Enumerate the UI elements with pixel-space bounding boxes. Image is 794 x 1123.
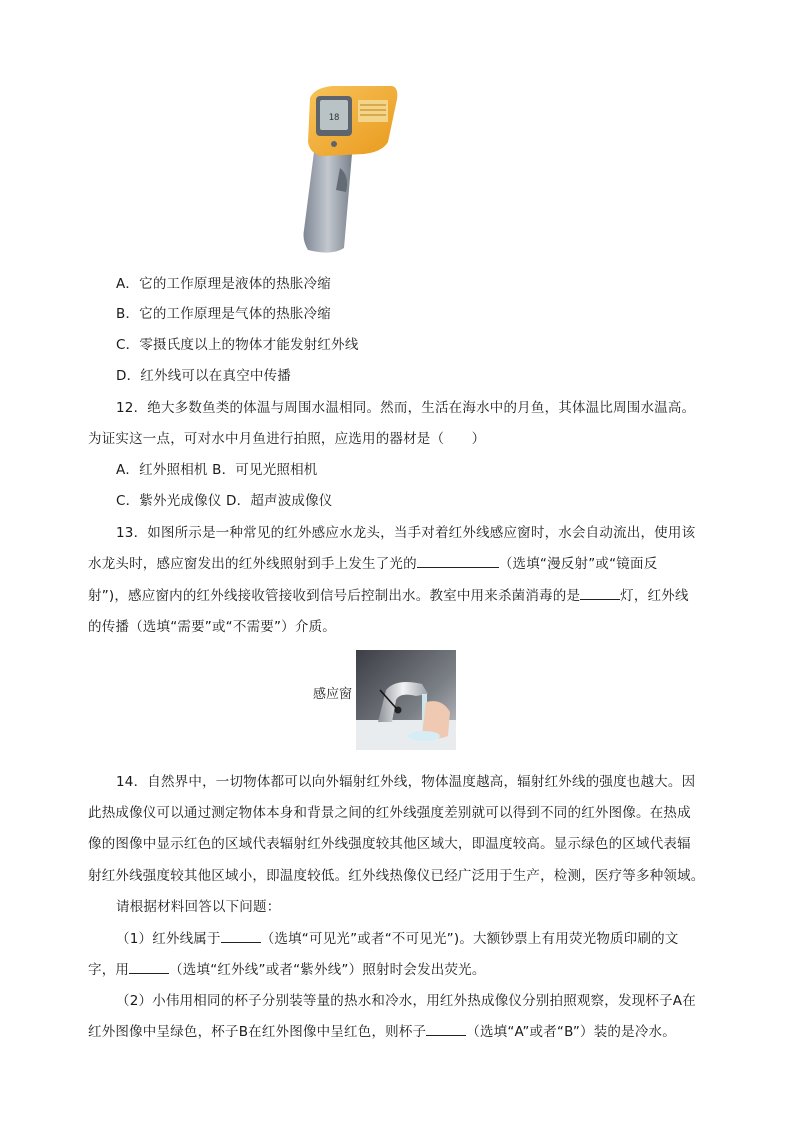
question-12-options-row1: A．红外照相机 B．可见光照相机 xyxy=(116,462,318,478)
question-13-line3 xyxy=(88,584,689,604)
question-14-line1: 14．自然界中，一切物体都可以向外辐射红外线，物体温度越高，辐射红外线的强度也越大。因 xyxy=(116,774,696,790)
part2-line2-text-b: （选填“A”或者“B”）装的是冷水。 xyxy=(466,1024,676,1040)
question-13-line3-text-b: 灯，红外线 xyxy=(620,588,689,604)
question-14-line4: 射红外线强度较其他区域小，即温度较低。红外线热像仪已经广泛用于生产，检测，医疗等多种领域。 xyxy=(88,868,705,884)
infrared-thermometer-figure xyxy=(292,80,402,255)
answer-blank-ray-type[interactable] xyxy=(129,959,169,974)
part1-text-a: （1）红外线属于 xyxy=(116,931,221,947)
answer-blank-lamp[interactable] xyxy=(580,585,620,600)
infrared-thermometer-icon xyxy=(292,80,402,255)
option-c: C．零摄氏度以上的物体才能发射红外线 xyxy=(116,337,359,353)
option-a: A．它的工作原理是液体的热胀冷缩 xyxy=(116,276,331,292)
svg-text:18: 18 xyxy=(328,113,340,123)
question-14-line3: 像的图像中显示红色的区域代表辐射红外线强度较其他区域大，即温度较高。显示绿色的区域代表辐 xyxy=(88,836,691,852)
question-13-line4: 的传播（选填“需要”或“不需要”）介质。 xyxy=(88,619,336,635)
faucet-figure xyxy=(356,650,456,750)
question-13-line2 xyxy=(88,552,657,572)
question-12-line1: 12．绝大多数鱼类的体温与周围水温相同。然而，生活在海水中的月鱼，其体温比周围水温高。 xyxy=(116,400,696,416)
sensor-window-label: 感应窗 xyxy=(313,687,353,702)
part1-text-b: （选填“可见光”或者“不可见光”)。大额钞票上有用荧光物质印刷的文 xyxy=(260,931,679,947)
question-14-part1-line1 xyxy=(116,927,679,947)
question-13-line2-text-b: （选填“漫反射”或“镜面反 xyxy=(498,556,658,572)
question-12-options-row2: C．紫外光成像仪 D．超声波成像仪 xyxy=(116,493,333,509)
question-14-part2-line2 xyxy=(88,1020,676,1040)
question-14-part2-line1: （2）小伟用相同的杯子分别装等量的热水和冷水，用红外热成像仪分别拍照观察，发现杯子A在 xyxy=(116,993,696,1009)
part1-line2-text-a: 字，用 xyxy=(88,962,130,978)
part1-line2-text-b: （选填“红外线”或者“紫外线”）照射时会发出荧光。 xyxy=(169,962,486,978)
question-13-line2-text-a: 水龙头时，感应窗发出的红外线照射到手上发生了光的 xyxy=(88,556,417,572)
option-d: D．红外线可以在真空中传播 xyxy=(116,368,291,384)
question-13-line1: 13．如图所示是一种常见的红外感应水龙头，当手对着红外线感应窗时，水会自动流出，使用该 xyxy=(116,525,696,541)
part2-line2-text-a: 红外图像中呈绿色，杯子B在红外图像中呈红色，则杯子 xyxy=(88,1024,427,1040)
answer-blank-cup[interactable] xyxy=(426,1021,466,1036)
question-14-prompt: 请根据材料回答以下问题： xyxy=(116,899,281,915)
question-14-line2: 此热成像仪可以通过测定物体本身和背景之间的红外线强度差别就可以得到不同的红外图像。在热成 xyxy=(88,805,691,821)
question-13-line3-text-a: 射”)，感应窗内的红外线接收管接收到信号后控制出水。教室中用来杀菌消毒的是 xyxy=(88,588,581,604)
answer-blank-visibility[interactable] xyxy=(221,928,261,943)
option-b: B．它的工作原理是气体的热胀冷缩 xyxy=(116,306,331,322)
infrared-faucet-icon xyxy=(356,650,456,750)
question-12-line2: 为证实这一点，可对水中月鱼进行拍照，应选用的器材是（ ） xyxy=(88,431,486,447)
answer-blank-reflection[interactable] xyxy=(417,553,499,568)
question-14-part1-line2 xyxy=(88,958,486,978)
